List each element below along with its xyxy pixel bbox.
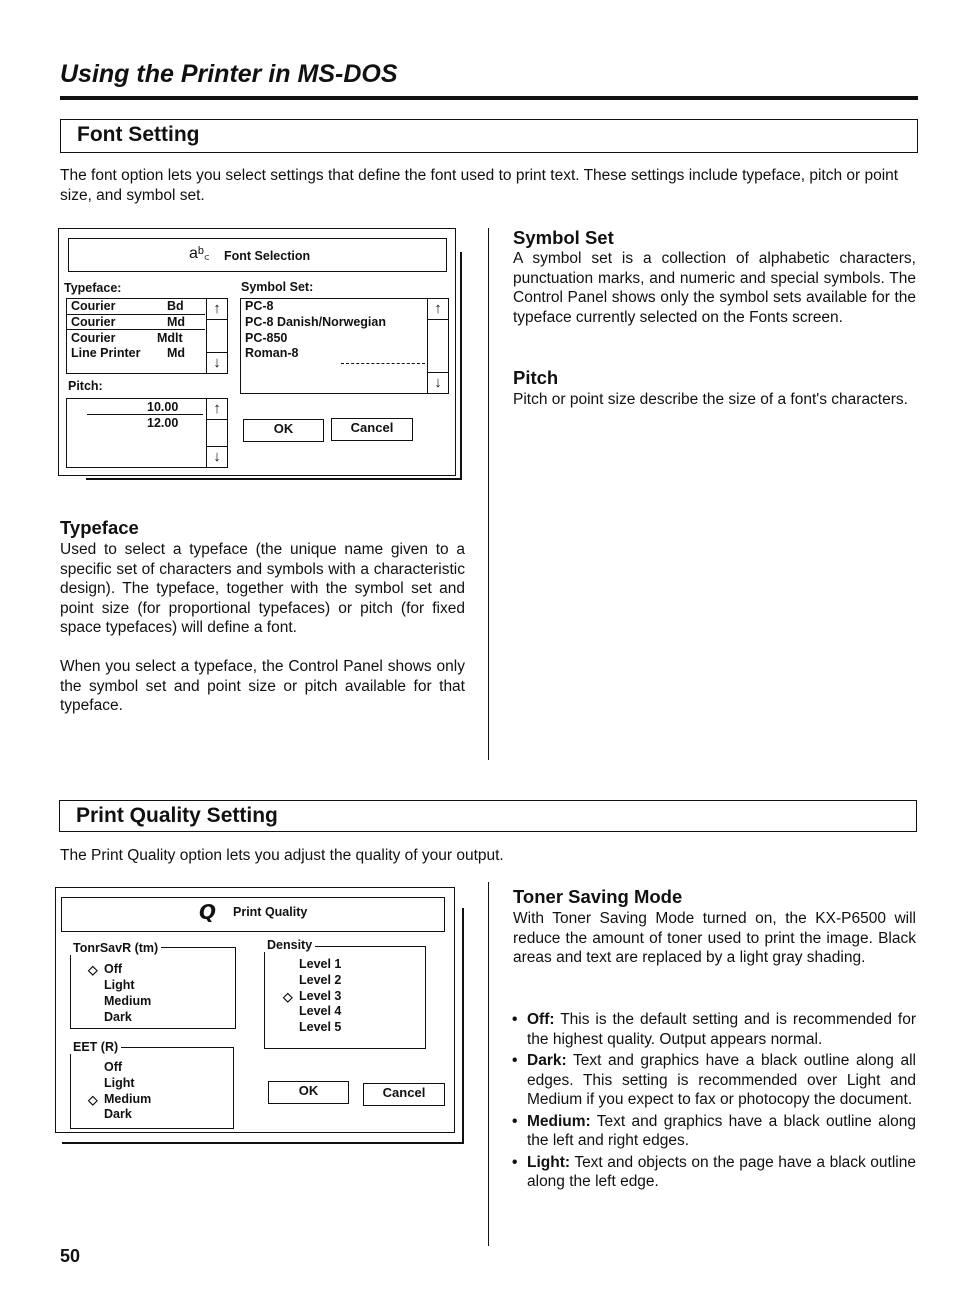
tonersave-label: TonrSavR (tm) <box>70 941 161 955</box>
tonersave-option[interactable]: Light <box>104 978 135 992</box>
dialog-title-bar <box>61 897 445 932</box>
cancel-button[interactable]: Cancel <box>331 418 413 441</box>
typeface-para-1: Used to select a typeface (the unique name given to a specific set of characters and symbols with a characteristic design). The typeface, together with the symbol set and point size (for proportional typefaces) or pitch (for fixed space typefaces) will define a font. <box>60 541 465 636</box>
typeface-style: Md <box>167 315 186 329</box>
dialog-shadow-bottom <box>86 478 461 480</box>
dialog-title-bar <box>68 238 447 272</box>
tonersave-option[interactable]: Medium <box>104 994 152 1008</box>
desc: Text and graphics have a black outline along the left and right edges. <box>527 1112 916 1149</box>
symbol-set-item[interactable]: PC-8 Danish/Norwegian <box>245 315 386 329</box>
radio-selected-icon[interactable]: ◇ <box>283 990 293 1004</box>
quality-icon: 𝙌 <box>199 902 217 924</box>
arrow-down-icon[interactable]: ↓ <box>428 372 448 393</box>
row-divider <box>67 329 205 330</box>
symbol-set-item[interactable]: PC-850 <box>245 331 288 345</box>
tonersave-option[interactable]: Off <box>104 962 123 976</box>
tonersave-group <box>70 947 236 1029</box>
dialog-shadow-right <box>462 908 464 1144</box>
typeface-style: Md <box>167 346 186 360</box>
arrow-up-icon[interactable]: ↑ <box>428 299 448 320</box>
term: Dark: <box>527 1052 567 1069</box>
symbol-set-list[interactable] <box>240 298 428 394</box>
print-quality-heading: Print Quality Setting <box>59 800 917 832</box>
arrow-down-icon[interactable]: ↓ <box>207 446 227 467</box>
ok-button[interactable]: OK <box>268 1081 349 1104</box>
pitch-list[interactable] <box>66 398 207 468</box>
typeface-item[interactable]: Courier <box>71 331 116 345</box>
dialog-shadow-right <box>460 252 462 480</box>
eet-group <box>70 1047 234 1129</box>
density-option[interactable]: Level 2 <box>299 973 342 987</box>
term: Medium: <box>527 1112 591 1130</box>
typeface-heading: Typeface <box>60 517 139 538</box>
font-setting-heading: Font Setting <box>60 119 918 153</box>
print-quality-intro: The Print Quality option lets you adjust the quality of your output. <box>60 847 504 864</box>
term: Off: <box>527 1011 555 1028</box>
toner-saving-text: With Toner Saving Mode turned on, the KX-P6500 will reduce the amount of toner used to print the image. Black areas and text are replaced by a light gray shading. <box>513 910 916 966</box>
dialog-title: Font Selection <box>224 249 311 263</box>
typeface-list[interactable] <box>66 298 207 374</box>
eet-option[interactable]: Dark <box>104 1107 132 1121</box>
pitch-text: Pitch or point size describe the size of a font's characters. <box>513 391 908 408</box>
tonersave-option[interactable]: Dark <box>104 1010 132 1024</box>
typeface-item[interactable]: Courier <box>71 299 116 313</box>
font-icon: aᵇ꜀ <box>189 245 210 262</box>
symbol-set-item[interactable]: PC-8 <box>245 299 274 313</box>
toner-options-list <box>512 1010 916 1194</box>
eet-option[interactable]: Off <box>104 1060 123 1074</box>
pitch-scrollbar[interactable] <box>206 398 228 468</box>
dashed-line <box>341 363 425 364</box>
symbol-set-text: A symbol set is a collection of alphabetic characters, punctuation marks, and numeric and special symbols. The Control Panel shows only the symbol sets available for the typeface currently selected on the Fonts screen. <box>513 250 916 326</box>
chapter-title: Using the Printer in MS-DOS <box>60 60 398 88</box>
pitch-heading: Pitch <box>513 367 559 388</box>
typeface-item[interactable]: Line Printer <box>71 346 141 360</box>
term: Light: <box>527 1153 571 1171</box>
chapter-rule <box>60 96 918 100</box>
bullet-icon: • <box>512 1153 518 1171</box>
arrow-up-icon[interactable]: ↑ <box>207 399 227 420</box>
arrow-up-icon[interactable]: ↑ <box>207 299 227 320</box>
dialog-title: Print Quality <box>233 905 308 919</box>
density-option[interactable]: Level 1 <box>299 957 342 971</box>
symbol-set-scrollbar[interactable] <box>427 298 449 394</box>
eet-label: EET (R) <box>70 1040 121 1054</box>
font-setting-intro: The font option lets you select settings that define the font used to print text. These settings include typeface, pitch or point size, and symbol set. <box>60 167 899 204</box>
desc: Text and objects on the page have a black outline along the left edge. <box>527 1153 916 1190</box>
desc: This is the default setting and is recommended for the highest quality. Output appears normal. <box>527 1011 916 1048</box>
typeface-para-2: When you select a typeface, the Control Panel shows only the symbol set and point size or pitch available for that typeface. <box>60 658 465 714</box>
list-item <box>512 1153 916 1192</box>
row-divider <box>87 414 203 415</box>
list-item <box>512 1051 916 1110</box>
bullet-icon: • <box>512 1052 518 1069</box>
list-item <box>512 1112 916 1151</box>
typeface-style: Mdlt <box>157 331 183 345</box>
typeface-item[interactable]: Courier <box>71 315 116 329</box>
column-rule <box>488 228 489 760</box>
dialog-shadow-bottom <box>62 1142 464 1144</box>
symbol-set-label: Symbol Set: <box>241 280 314 294</box>
desc: Text and graphics have a black outline along all edges. This setting is recommended over Light and Medium if you expect to fax or photocopy the document. <box>527 1052 916 1108</box>
eet-option[interactable]: Light <box>104 1076 135 1090</box>
typeface-style: Bd <box>167 299 184 313</box>
bullet-icon: • <box>512 1112 518 1130</box>
symbol-set-heading: Symbol Set <box>513 227 614 248</box>
page-number: 50 <box>60 1246 81 1266</box>
density-option[interactable]: Level 3 <box>299 989 342 1003</box>
pitch-label: Pitch: <box>68 379 103 393</box>
arrow-down-icon[interactable]: ↓ <box>207 352 227 373</box>
radio-selected-icon[interactable]: ◇ <box>88 1093 98 1107</box>
bullet-icon: • <box>512 1011 518 1028</box>
symbol-set-item[interactable]: Roman-8 <box>245 346 299 360</box>
density-label: Density <box>264 938 315 952</box>
radio-selected-icon[interactable]: ◇ <box>88 963 98 977</box>
toner-saving-heading: Toner Saving Mode <box>513 886 683 907</box>
ok-button[interactable]: OK <box>243 419 324 442</box>
pitch-item[interactable]: 10.00 <box>147 400 179 414</box>
cancel-button[interactable]: Cancel <box>363 1083 445 1106</box>
column-rule <box>488 882 489 1246</box>
typeface-scrollbar[interactable] <box>206 298 228 374</box>
eet-option[interactable]: Medium <box>104 1092 152 1106</box>
typeface-label: Typeface: <box>64 281 122 295</box>
list-item <box>512 1010 916 1049</box>
pitch-item[interactable]: 12.00 <box>147 416 179 430</box>
density-option[interactable]: Level 4 <box>299 1004 342 1018</box>
density-option[interactable]: Level 5 <box>299 1020 342 1034</box>
